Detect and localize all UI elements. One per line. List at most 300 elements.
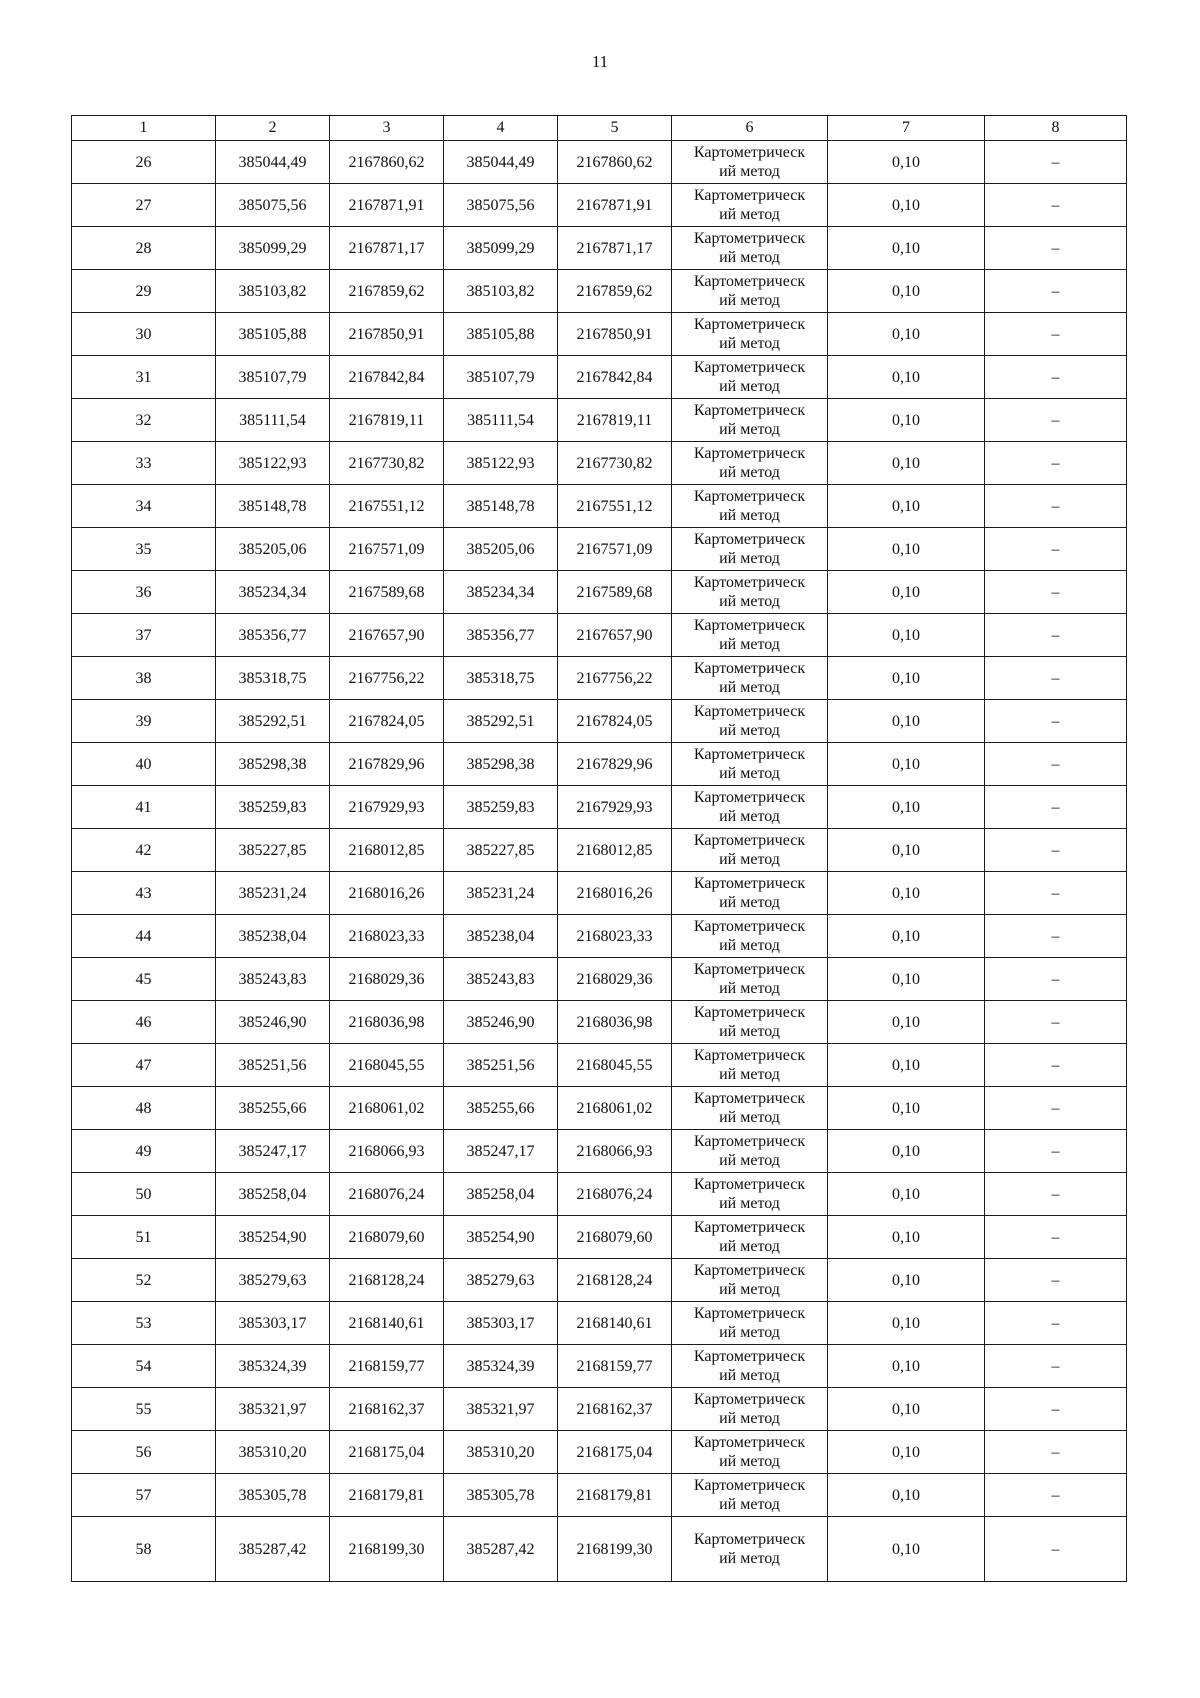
description-cell: – (985, 872, 1127, 915)
method-text-line: Картометрическ (693, 1219, 806, 1236)
method-cell (672, 313, 828, 356)
table-row (72, 1302, 1127, 1345)
x-coordinate-cell: 385148,78 (216, 485, 330, 528)
point-number-cell: 34 (72, 485, 216, 528)
description-cell: – (985, 399, 1127, 442)
point-number-cell: 57 (72, 1474, 216, 1517)
point-number-cell: 44 (72, 915, 216, 958)
accuracy-cell: 0,10 (828, 872, 985, 915)
x-coordinate-cell: 385287,42 (444, 1517, 558, 1582)
method-cell (672, 1345, 828, 1388)
x-coordinate-cell: 385111,54 (444, 399, 558, 442)
point-number-cell: 54 (72, 1345, 216, 1388)
x-coordinate-cell: 385205,06 (216, 528, 330, 571)
description-cell: – (985, 786, 1127, 829)
y-coordinate-cell: 2168076,24 (558, 1173, 672, 1216)
y-coordinate-cell: 2168179,81 (558, 1474, 672, 1517)
point-number-cell: 58 (72, 1517, 216, 1582)
accuracy-cell: 0,10 (828, 958, 985, 1001)
method-text-line: Картометрическ (693, 1531, 806, 1548)
y-coordinate-cell: 2168140,61 (330, 1302, 444, 1345)
y-coordinate-cell: 2168128,24 (558, 1259, 672, 1302)
method-text-line: Картометрическ (693, 617, 806, 634)
x-coordinate-cell: 385103,82 (216, 270, 330, 313)
method-cell (672, 1001, 828, 1044)
method-text-line: ий метод (719, 550, 780, 567)
x-coordinate-cell: 385251,56 (444, 1044, 558, 1087)
y-coordinate-cell: 2168175,04 (558, 1431, 672, 1474)
method-text-line: ий метод (719, 464, 780, 481)
table-row (72, 1345, 1127, 1388)
accuracy-cell: 0,10 (828, 1345, 985, 1388)
y-coordinate-cell: 2167756,22 (558, 657, 672, 700)
y-coordinate-cell: 2167850,91 (558, 313, 672, 356)
method-text-line: ий метод (719, 1281, 780, 1298)
method-text-line: ий метод (719, 851, 780, 868)
header-cell: 6 (672, 116, 828, 141)
point-number-cell: 55 (72, 1388, 216, 1431)
method-text-line: ий метод (719, 1496, 780, 1513)
x-coordinate-cell: 385111,54 (216, 399, 330, 442)
x-coordinate-cell: 385258,04 (444, 1173, 558, 1216)
method-text-line: ий метод (719, 894, 780, 911)
point-number-cell: 50 (72, 1173, 216, 1216)
y-coordinate-cell: 2167829,96 (558, 743, 672, 786)
method-text-line: ий метод (719, 1195, 780, 1212)
method-cell (672, 614, 828, 657)
method-text-line: ий метод (719, 722, 780, 739)
method-text-line: Картометрическ (693, 1391, 806, 1408)
method-cell (672, 1173, 828, 1216)
y-coordinate-cell: 2168079,60 (558, 1216, 672, 1259)
y-coordinate-cell: 2167824,05 (330, 700, 444, 743)
description-cell: – (985, 1431, 1127, 1474)
method-text-line: Картометрическ (693, 875, 806, 892)
description-cell: – (985, 1388, 1127, 1431)
method-text-line: Картометрическ (693, 746, 806, 763)
y-coordinate-cell: 2167730,82 (558, 442, 672, 485)
method-text-line: Картометрическ (693, 316, 806, 333)
table-row (72, 528, 1127, 571)
y-coordinate-cell: 2168023,33 (558, 915, 672, 958)
table-row (72, 227, 1127, 270)
y-coordinate-cell: 2167824,05 (558, 700, 672, 743)
method-text-line: Картометрическ (693, 1262, 806, 1279)
point-number-cell: 53 (72, 1302, 216, 1345)
description-cell: – (985, 1474, 1127, 1517)
method-cell (672, 872, 828, 915)
description-cell: – (985, 571, 1127, 614)
y-coordinate-cell: 2167819,11 (558, 399, 672, 442)
point-number-cell: 33 (72, 442, 216, 485)
point-number-cell: 45 (72, 958, 216, 1001)
x-coordinate-cell: 385099,29 (444, 227, 558, 270)
method-cell (672, 915, 828, 958)
accuracy-cell: 0,10 (828, 571, 985, 614)
method-text-line: Картометрическ (693, 488, 806, 505)
description-cell: – (985, 1130, 1127, 1173)
description-cell: – (985, 1259, 1127, 1302)
point-number-cell: 43 (72, 872, 216, 915)
point-number-cell: 30 (72, 313, 216, 356)
description-cell: – (985, 1517, 1127, 1582)
method-text-line: ий метод (719, 980, 780, 997)
y-coordinate-cell: 2168012,85 (330, 829, 444, 872)
method-cell (672, 829, 828, 872)
table-row (72, 614, 1127, 657)
point-number-cell: 36 (72, 571, 216, 614)
method-text-line: ий метод (719, 249, 780, 266)
method-text-line: Картометрическ (693, 789, 806, 806)
y-coordinate-cell: 2167551,12 (330, 485, 444, 528)
method-text-line: Картометрическ (693, 1477, 806, 1494)
method-text-line: ий метод (719, 765, 780, 782)
y-coordinate-cell: 2167589,68 (558, 571, 672, 614)
accuracy-cell: 0,10 (828, 227, 985, 270)
y-coordinate-cell: 2168076,24 (330, 1173, 444, 1216)
point-number-cell: 41 (72, 786, 216, 829)
y-coordinate-cell: 2167860,62 (330, 141, 444, 184)
x-coordinate-cell: 385122,93 (444, 442, 558, 485)
x-coordinate-cell: 385259,83 (444, 786, 558, 829)
table-row (72, 184, 1127, 227)
description-cell: – (985, 1345, 1127, 1388)
y-coordinate-cell: 2167657,90 (558, 614, 672, 657)
x-coordinate-cell: 385044,49 (216, 141, 330, 184)
method-text-line: Картометрическ (693, 1133, 806, 1150)
description-cell: – (985, 700, 1127, 743)
table-row (72, 1474, 1127, 1517)
description-cell: – (985, 1001, 1127, 1044)
y-coordinate-cell: 2168045,55 (330, 1044, 444, 1087)
table-row (72, 356, 1127, 399)
y-coordinate-cell: 2168140,61 (558, 1302, 672, 1345)
accuracy-cell: 0,10 (828, 700, 985, 743)
x-coordinate-cell: 385292,51 (444, 700, 558, 743)
description-cell: – (985, 958, 1127, 1001)
x-coordinate-cell: 385227,85 (216, 829, 330, 872)
method-cell (672, 1517, 828, 1582)
x-coordinate-cell: 385231,24 (444, 872, 558, 915)
method-text-line: ий метод (719, 1410, 780, 1427)
table-row (72, 485, 1127, 528)
header-row (72, 116, 1127, 141)
accuracy-cell: 0,10 (828, 1087, 985, 1130)
table-row (72, 1130, 1127, 1173)
method-cell (672, 1130, 828, 1173)
point-number-cell: 29 (72, 270, 216, 313)
y-coordinate-cell: 2168175,04 (330, 1431, 444, 1474)
y-coordinate-cell: 2167589,68 (330, 571, 444, 614)
method-cell (672, 1216, 828, 1259)
method-text-line: ий метод (719, 1367, 780, 1384)
accuracy-cell: 0,10 (828, 528, 985, 571)
accuracy-cell: 0,10 (828, 1044, 985, 1087)
table-row (72, 1087, 1127, 1130)
method-text-line: Картометрическ (693, 918, 806, 935)
x-coordinate-cell: 385303,17 (444, 1302, 558, 1345)
method-text-line: Картометрическ (693, 703, 806, 720)
x-coordinate-cell: 385292,51 (216, 700, 330, 743)
table-row (72, 1517, 1127, 1582)
method-cell (672, 270, 828, 313)
y-coordinate-cell: 2168179,81 (330, 1474, 444, 1517)
x-coordinate-cell: 385044,49 (444, 141, 558, 184)
method-text-line: ий метод (719, 679, 780, 696)
table-row (72, 743, 1127, 786)
x-coordinate-cell: 385324,39 (216, 1345, 330, 1388)
y-coordinate-cell: 2167842,84 (330, 356, 444, 399)
method-text-line: ий метод (719, 292, 780, 309)
y-coordinate-cell: 2167551,12 (558, 485, 672, 528)
table-row (72, 1044, 1127, 1087)
table-row (72, 915, 1127, 958)
point-number-cell: 52 (72, 1259, 216, 1302)
y-coordinate-cell: 2167842,84 (558, 356, 672, 399)
x-coordinate-cell: 385099,29 (216, 227, 330, 270)
header-cell: 1 (72, 116, 216, 141)
method-cell (672, 743, 828, 786)
method-text-line: Картометрическ (693, 1434, 806, 1451)
x-coordinate-cell: 385303,17 (216, 1302, 330, 1345)
x-coordinate-cell: 385247,17 (444, 1130, 558, 1173)
accuracy-cell: 0,10 (828, 184, 985, 227)
x-coordinate-cell: 385251,56 (216, 1044, 330, 1087)
y-coordinate-cell: 2168016,26 (558, 872, 672, 915)
point-number-cell: 26 (72, 141, 216, 184)
x-coordinate-cell: 385321,97 (216, 1388, 330, 1431)
description-cell: – (985, 1216, 1127, 1259)
table-row (72, 141, 1127, 184)
accuracy-cell: 0,10 (828, 786, 985, 829)
method-cell (672, 399, 828, 442)
y-coordinate-cell: 2168199,30 (558, 1517, 672, 1582)
x-coordinate-cell: 385238,04 (216, 915, 330, 958)
method-text-line: ий метод (719, 1109, 780, 1126)
point-number-cell: 31 (72, 356, 216, 399)
table-body (72, 116, 1127, 1582)
description-cell: – (985, 227, 1127, 270)
accuracy-cell: 0,10 (828, 1259, 985, 1302)
method-text-line: ий метод (719, 1023, 780, 1040)
method-text-line: ий метод (719, 808, 780, 825)
point-number-cell: 27 (72, 184, 216, 227)
table-row (72, 786, 1127, 829)
x-coordinate-cell: 385107,79 (216, 356, 330, 399)
table-row (72, 1173, 1127, 1216)
description-cell: – (985, 915, 1127, 958)
method-text-line: ий метод (719, 593, 780, 610)
x-coordinate-cell: 385105,88 (444, 313, 558, 356)
method-cell (672, 958, 828, 1001)
description-cell: – (985, 141, 1127, 184)
point-number-cell: 49 (72, 1130, 216, 1173)
method-text-line: ий метод (719, 1238, 780, 1255)
x-coordinate-cell: 385246,90 (444, 1001, 558, 1044)
method-text-line: ий метод (719, 206, 780, 223)
x-coordinate-cell: 385318,75 (444, 657, 558, 700)
x-coordinate-cell: 385255,66 (444, 1087, 558, 1130)
description-cell: – (985, 1087, 1127, 1130)
y-coordinate-cell: 2167871,91 (558, 184, 672, 227)
method-cell (672, 1302, 828, 1345)
x-coordinate-cell: 385279,63 (444, 1259, 558, 1302)
coordinates-table (71, 115, 1127, 1582)
y-coordinate-cell: 2168159,77 (330, 1345, 444, 1388)
point-number-cell: 38 (72, 657, 216, 700)
x-coordinate-cell: 385246,90 (216, 1001, 330, 1044)
method-cell (672, 700, 828, 743)
method-text-line: ий метод (719, 163, 780, 180)
point-number-cell: 37 (72, 614, 216, 657)
method-cell (672, 528, 828, 571)
method-text-line: Картометрическ (693, 574, 806, 591)
accuracy-cell: 0,10 (828, 915, 985, 958)
method-text-line: Картометрическ (693, 531, 806, 548)
accuracy-cell: 0,10 (828, 743, 985, 786)
y-coordinate-cell: 2167871,17 (330, 227, 444, 270)
x-coordinate-cell: 385310,20 (216, 1431, 330, 1474)
y-coordinate-cell: 2167860,62 (558, 141, 672, 184)
accuracy-cell: 0,10 (828, 313, 985, 356)
table-row (72, 829, 1127, 872)
method-text-line: Картометрическ (693, 1047, 806, 1064)
point-number-cell: 40 (72, 743, 216, 786)
y-coordinate-cell: 2168162,37 (558, 1388, 672, 1431)
table-row (72, 958, 1127, 1001)
accuracy-cell: 0,10 (828, 442, 985, 485)
method-text-line: ий метод (719, 1324, 780, 1341)
method-text-line: Картометрическ (693, 1090, 806, 1107)
method-cell (672, 1431, 828, 1474)
table-row (72, 270, 1127, 313)
method-text-line: ий метод (719, 937, 780, 954)
method-text-line: Картометрическ (693, 144, 806, 161)
y-coordinate-cell: 2168066,93 (330, 1130, 444, 1173)
x-coordinate-cell: 385122,93 (216, 442, 330, 485)
description-cell: – (985, 270, 1127, 313)
x-coordinate-cell: 385298,38 (216, 743, 330, 786)
x-coordinate-cell: 385310,20 (444, 1431, 558, 1474)
y-coordinate-cell: 2167929,93 (558, 786, 672, 829)
method-text-line: Картометрическ (693, 660, 806, 677)
x-coordinate-cell: 385075,56 (444, 184, 558, 227)
method-text-line: Картометрическ (693, 230, 806, 247)
accuracy-cell: 0,10 (828, 657, 985, 700)
table-row (72, 571, 1127, 614)
accuracy-cell: 0,10 (828, 399, 985, 442)
x-coordinate-cell: 385287,42 (216, 1517, 330, 1582)
method-text-line: Картометрическ (693, 273, 806, 290)
table-row (72, 399, 1127, 442)
method-cell (672, 485, 828, 528)
method-text-line: Картометрическ (693, 961, 806, 978)
description-cell: – (985, 313, 1127, 356)
description-cell: – (985, 1044, 1127, 1087)
method-cell (672, 657, 828, 700)
description-cell: – (985, 528, 1127, 571)
description-cell: – (985, 356, 1127, 399)
method-cell (672, 356, 828, 399)
table-row (72, 1388, 1127, 1431)
x-coordinate-cell: 385324,39 (444, 1345, 558, 1388)
method-cell (672, 1474, 828, 1517)
y-coordinate-cell: 2167929,93 (330, 786, 444, 829)
method-cell (672, 184, 828, 227)
method-text-line: ий метод (719, 636, 780, 653)
method-text-line: Картометрическ (693, 402, 806, 419)
point-number-cell: 32 (72, 399, 216, 442)
accuracy-cell: 0,10 (828, 829, 985, 872)
x-coordinate-cell: 385318,75 (216, 657, 330, 700)
table-row (72, 1001, 1127, 1044)
y-coordinate-cell: 2167871,91 (330, 184, 444, 227)
method-text-line: Картометрическ (693, 1348, 806, 1365)
method-cell (672, 571, 828, 614)
accuracy-cell: 0,10 (828, 1517, 985, 1582)
y-coordinate-cell: 2167819,11 (330, 399, 444, 442)
y-coordinate-cell: 2168079,60 (330, 1216, 444, 1259)
y-coordinate-cell: 2168036,98 (558, 1001, 672, 1044)
x-coordinate-cell: 385148,78 (444, 485, 558, 528)
x-coordinate-cell: 385227,85 (444, 829, 558, 872)
table-row (72, 1259, 1127, 1302)
description-cell: – (985, 1173, 1127, 1216)
x-coordinate-cell: 385356,77 (444, 614, 558, 657)
method-text-line: ий метод (719, 1152, 780, 1169)
table-row (72, 700, 1127, 743)
y-coordinate-cell: 2168162,37 (330, 1388, 444, 1431)
y-coordinate-cell: 2167571,09 (330, 528, 444, 571)
y-coordinate-cell: 2168029,36 (558, 958, 672, 1001)
y-coordinate-cell: 2168128,24 (330, 1259, 444, 1302)
x-coordinate-cell: 385105,88 (216, 313, 330, 356)
y-coordinate-cell: 2168066,93 (558, 1130, 672, 1173)
y-coordinate-cell: 2168036,98 (330, 1001, 444, 1044)
table-row (72, 657, 1127, 700)
y-coordinate-cell: 2168061,02 (558, 1087, 672, 1130)
point-number-cell: 56 (72, 1431, 216, 1474)
table-row (72, 1216, 1127, 1259)
description-cell: – (985, 184, 1127, 227)
x-coordinate-cell: 385321,97 (444, 1388, 558, 1431)
y-coordinate-cell: 2168159,77 (558, 1345, 672, 1388)
method-text-line: ий метод (719, 1550, 780, 1567)
method-text-line: Картометрическ (693, 1305, 806, 1322)
x-coordinate-cell: 385258,04 (216, 1173, 330, 1216)
method-text-line: Картометрическ (693, 1176, 806, 1193)
x-coordinate-cell: 385234,34 (216, 571, 330, 614)
method-cell (672, 141, 828, 184)
description-cell: – (985, 442, 1127, 485)
page-number: 11 (591, 52, 609, 71)
table-row (72, 313, 1127, 356)
accuracy-cell: 0,10 (828, 1130, 985, 1173)
x-coordinate-cell: 385305,78 (216, 1474, 330, 1517)
x-coordinate-cell: 385243,83 (444, 958, 558, 1001)
point-number-cell: 42 (72, 829, 216, 872)
point-number-cell: 46 (72, 1001, 216, 1044)
accuracy-cell: 0,10 (828, 270, 985, 313)
method-text-line: Картометрическ (693, 445, 806, 462)
accuracy-cell: 0,10 (828, 614, 985, 657)
x-coordinate-cell: 385103,82 (444, 270, 558, 313)
x-coordinate-cell: 385254,90 (444, 1216, 558, 1259)
accuracy-cell: 0,10 (828, 1216, 985, 1259)
x-coordinate-cell: 385247,17 (216, 1130, 330, 1173)
x-coordinate-cell: 385205,06 (444, 528, 558, 571)
y-coordinate-cell: 2167859,62 (558, 270, 672, 313)
